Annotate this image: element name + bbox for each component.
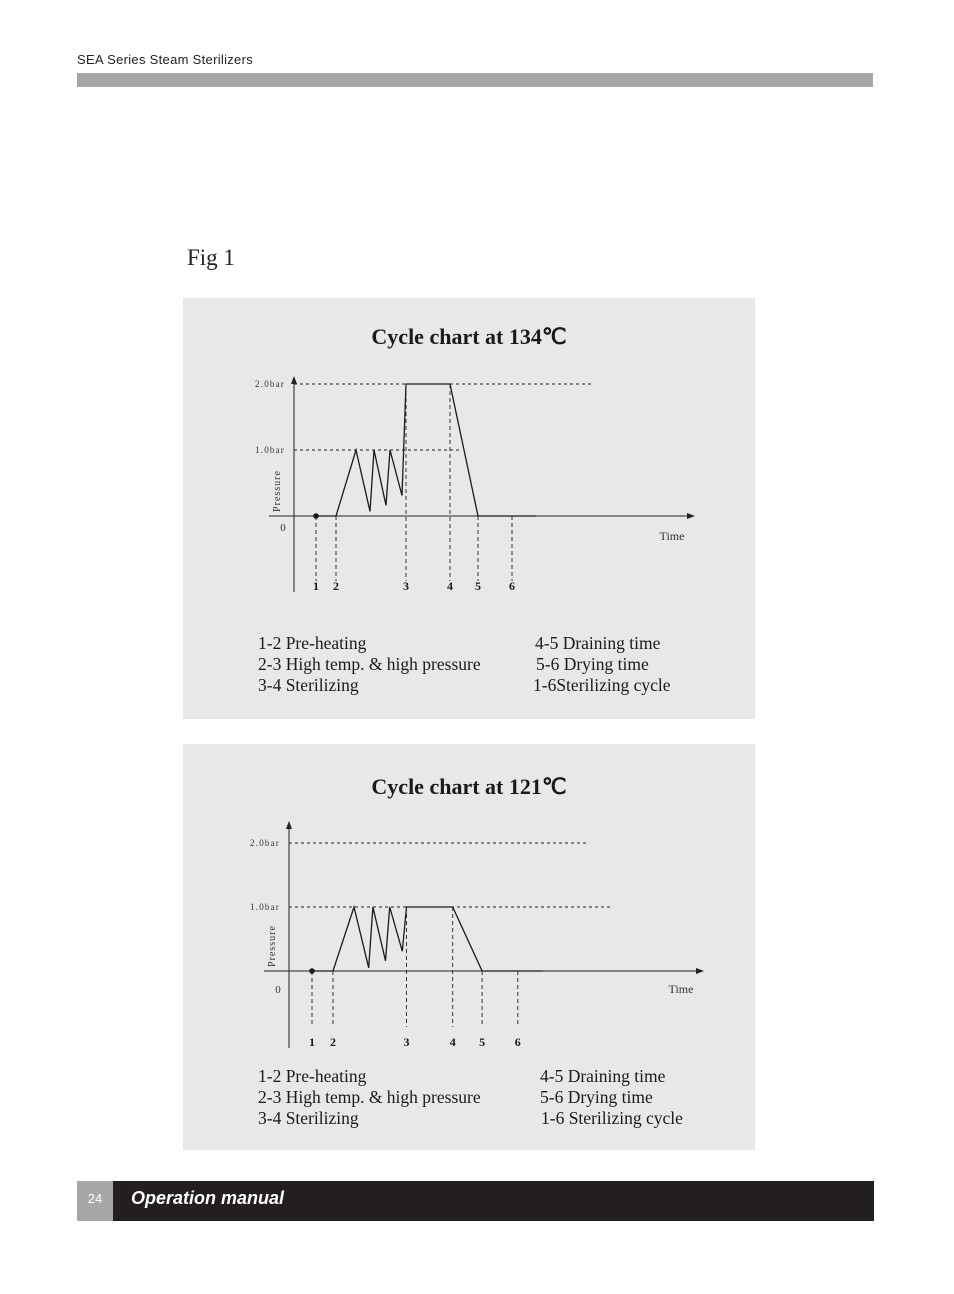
x-tick-label: 6 xyxy=(514,1035,521,1049)
x-tick-label: 2 xyxy=(333,579,339,593)
y-tick-label: 1.0bar xyxy=(250,902,280,912)
x-tick-label: 5 xyxy=(479,1035,486,1049)
x-axis-arrow xyxy=(687,513,695,519)
y-axis-arrow xyxy=(286,821,292,829)
x-axis-label: Time xyxy=(659,529,685,543)
y-tick-label: 0 xyxy=(280,522,286,534)
x-tick-label: 4 xyxy=(449,1035,456,1049)
legend-right xyxy=(533,633,671,696)
legend-entry: 5-6 Drying time xyxy=(540,1087,653,1107)
figure-label: Fig 1 xyxy=(187,245,235,270)
x-axis-arrow xyxy=(696,968,704,974)
chart-panel-121 xyxy=(183,744,755,1150)
y-tick-label: 2.0bar xyxy=(250,838,280,848)
x-tick-label: 1 xyxy=(313,579,319,593)
header-rule xyxy=(77,73,873,87)
x-tick-label: 4 xyxy=(447,579,453,593)
chart-panel-134 xyxy=(183,298,755,719)
y-axis-label: Pressure xyxy=(272,470,283,512)
x-tick-label: 5 xyxy=(475,579,481,593)
legend-right xyxy=(540,1066,683,1129)
y-tick-label: 2.0bar xyxy=(255,379,285,389)
y-tick-label: 1.0bar xyxy=(255,445,285,455)
legend-left xyxy=(258,1066,481,1129)
pressure-curve xyxy=(312,907,543,971)
x-tick-label: 2 xyxy=(330,1035,336,1049)
y-tick-label: 0 xyxy=(275,984,281,996)
legend-entry: 2-3 High temp. & high pressure xyxy=(258,1087,481,1107)
legend-entry: 3-4 Sterilizing xyxy=(258,675,359,695)
chart-title: Cycle chart at 134℃ xyxy=(371,324,567,349)
legend-entry: 5-6 Drying time xyxy=(536,654,649,674)
x-axis-label: Time xyxy=(668,982,694,996)
legend-entry: 1-6 Sterilizing cycle xyxy=(541,1108,683,1128)
legend-entry: 2-3 High temp. & high pressure xyxy=(258,654,481,674)
x-tick-label: 6 xyxy=(509,579,515,593)
legend-entry: 4-5 Draining time xyxy=(540,1066,666,1086)
y-axis-arrow xyxy=(291,376,297,384)
x-tick-label: 3 xyxy=(403,579,409,593)
page-number: 24 xyxy=(77,1181,113,1221)
document-header-title: SEA Series Steam Sterilizers xyxy=(77,52,254,67)
legend-entry: 1-2 Pre-heating xyxy=(258,1066,367,1086)
y-axis-label: Pressure xyxy=(267,925,278,967)
x-tick-label: 1 xyxy=(309,1035,315,1049)
legend-entry: 1-2 Pre-heating xyxy=(258,633,367,653)
x-tick-label: 3 xyxy=(403,1035,410,1049)
legend-entry: 3-4 Sterilizing xyxy=(258,1108,359,1128)
legend-entry: 4-5 Draining time xyxy=(535,633,661,653)
legend-entry: 1-6Sterilizing cycle xyxy=(533,675,671,695)
legend-left xyxy=(258,633,481,696)
footer-label: Operation manual xyxy=(131,1188,285,1208)
chart-title: Cycle chart at 121℃ xyxy=(371,774,567,799)
